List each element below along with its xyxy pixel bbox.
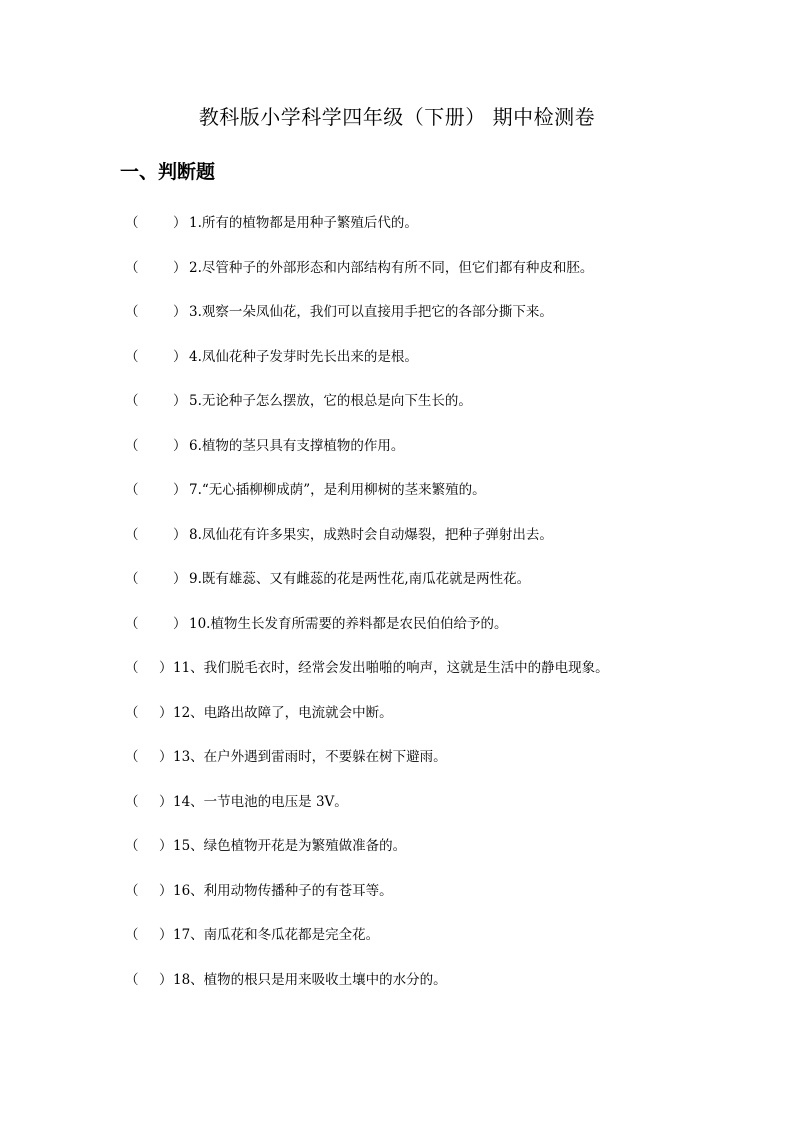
question-text: 14、一节电池的电压是 3V。 xyxy=(173,793,348,810)
question-text: 10.植物生长发育所需要的养料都是农民伯伯给予的。 xyxy=(189,615,508,632)
question-text: 15、绿色植物开花是为繁殖做准备的。 xyxy=(173,838,407,854)
question-text: 1.所有的植物都是用种子繁殖后代的。 xyxy=(189,215,418,231)
question-text: 18、植物的根只是用来吸收土壤中的水分的。 xyxy=(173,971,447,988)
question-text: 3.观察一朵凤仙花，我们可以直接用手把它的各部分撕下来。 xyxy=(189,304,553,320)
answer-paren-close: ） xyxy=(159,838,173,854)
question-text: 11、我们脱毛衣时，经常会发出啪啪的响声，这就是生活中的静电现象。 xyxy=(173,660,609,676)
question-text: 4.凤仙花种子发芽时先长出来的是根。 xyxy=(189,348,418,365)
answer-paren-open: （ xyxy=(125,437,139,454)
question-text: 13、在户外遇到雷雨时，不要躲在树下避雨。 xyxy=(173,749,447,765)
answer-paren-close: ） xyxy=(159,882,173,899)
answer-paren-open: （ xyxy=(125,660,139,676)
answer-paren-open: （ xyxy=(125,393,139,409)
answer-paren-close: ） xyxy=(173,348,187,365)
question-text: 16、利用动物传播种子的有苍耳等。 xyxy=(173,882,393,899)
answer-paren-open: （ xyxy=(125,259,139,276)
answer-paren-open: （ xyxy=(125,838,139,854)
question-text: 8.凤仙花有许多果实，成熟时会自动爆裂，把种子弹射出去。 xyxy=(189,526,553,543)
answer-paren-open: （ xyxy=(125,348,139,365)
answer-paren-open: （ xyxy=(125,615,139,632)
answer-paren-close: ） xyxy=(173,259,187,276)
answer-paren-open: （ xyxy=(125,749,139,765)
question-text: 9.既有雄蕊、又有雌蕊的花是两性花,南瓜花就是两性花。 xyxy=(189,571,531,587)
answer-paren-close: ） xyxy=(173,526,187,543)
answer-paren-open: （ xyxy=(125,927,139,943)
question-text: 2.尽管种子的外部形态和内部结构有所不同，但它们都有种皮和胚。 xyxy=(189,259,594,276)
answer-paren-close: ） xyxy=(173,215,187,231)
answer-paren-close: ） xyxy=(159,927,173,943)
answer-paren-open: （ xyxy=(125,304,139,320)
answer-paren-open: （ xyxy=(125,704,139,721)
answer-paren-open: （ xyxy=(125,571,139,587)
answer-paren-close: ） xyxy=(159,749,173,765)
answer-paren-open: （ xyxy=(125,793,139,810)
answer-paren-close: ） xyxy=(159,660,173,676)
page-title: 教科版小学科学四年级（下册） 期中检测卷 xyxy=(198,105,596,129)
question-text: 6.植物的茎只具有支撑植物的作用。 xyxy=(189,437,405,454)
answer-paren-close: ） xyxy=(159,793,173,810)
answer-paren-open: （ xyxy=(125,526,139,543)
question-text: 12、电路出故障了，电流就会中断。 xyxy=(173,704,393,721)
question-text: 5.无论种子怎么摆放，它的根总是向下生长的。 xyxy=(189,393,472,409)
answer-paren-open: （ xyxy=(125,882,139,899)
answer-paren-close: ） xyxy=(159,704,173,721)
question-text: 17、南瓜花和冬瓜花都是完全花。 xyxy=(173,927,380,943)
answer-paren-close: ） xyxy=(173,482,187,498)
answer-paren-open: （ xyxy=(125,215,139,231)
answer-paren-open: （ xyxy=(125,482,139,498)
answer-paren-close: ） xyxy=(173,393,187,409)
answer-paren-close: ） xyxy=(173,615,187,632)
section-heading: 一、判断题 xyxy=(120,161,216,183)
answer-paren-close: ） xyxy=(159,971,173,988)
answer-paren-close: ） xyxy=(173,437,187,454)
answer-paren-close: ） xyxy=(173,304,187,320)
answer-paren-close: ） xyxy=(173,571,187,587)
question-text: 7.“无心插柳柳成荫”，是利用柳树的茎来繁殖的。 xyxy=(189,482,486,498)
answer-paren-open: （ xyxy=(125,971,139,988)
